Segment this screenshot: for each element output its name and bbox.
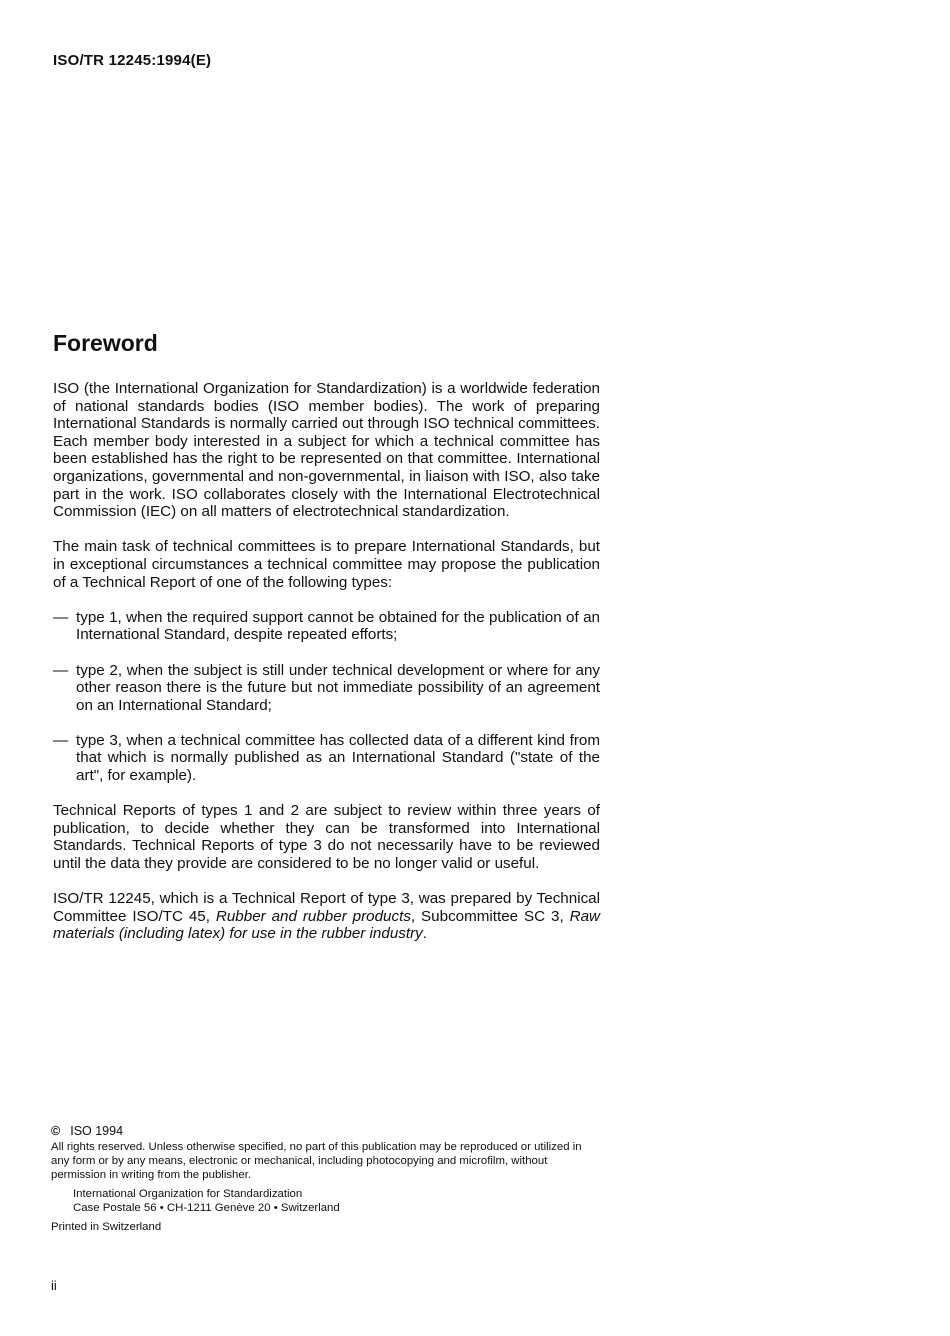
- printed-location: Printed in Switzerland: [51, 1221, 162, 1233]
- dash-bullet: —: [53, 661, 69, 679]
- foreword-body: [53, 380, 600, 961]
- dash-bullet: —: [53, 608, 69, 626]
- rights-statement: All rights reserved. Unless otherwise specified, no part of this publication may be reproduced or utilized in any form or by any means, electronic or mechanical, including photocopying and microfilm, without permission in writing from the publisher.: [51, 1141, 582, 1181]
- dash-bullet: —: [53, 731, 69, 749]
- list-item-type-1: [53, 609, 600, 644]
- paragraph-technical-reports-intro: The main task of technical committees is to prepare International Standards, but in exceptional circumstances a technical committee may propose the publication of a Technical Report of one of the following types:: [53, 538, 600, 591]
- list-item-text: type 1, when the required support cannot be obtained for the publication of an International Standard, despite repeated efforts;: [76, 608, 600, 644]
- postal-address: Case Postale 56 • CH-1211 Genève 20 • Switzerland: [73, 1202, 340, 1214]
- list-item-type-3: [53, 732, 600, 785]
- paragraph-review-policy: Technical Reports of types 1 and 2 are subject to review within three years of publication, to decide whether they can be transformed into International Standards. Technical Reports of type 3 do not necessarily have to be reviewed until the data they provide are considered to be no longer valid or useful.: [53, 802, 600, 873]
- subcommittee-title: Raw materials (including latex) for use in the rubber industry: [53, 907, 600, 943]
- preparation-text: ISO/TR 12245, which is a Technical Report of type 3, was prepared by Technical Committee ISO/TC 45,: [53, 890, 600, 925]
- paragraph-iso-intro: ISO (the International Organization for Standardization) is a worldwide federation of national standards bodies (ISO member bodies). The work of preparing International Standards is normally carried out through ISO technical committees. Each member body interested in a subject for which a technical committee has been established has the right to be represented on that committee. International organizations, governmental and non-governmental, in liaison with ISO, also take part in the work. ISO collaborates closely with the International Electrotechnical Commission (IEC) on all matters of electrotechnical standardization.: [53, 380, 600, 521]
- list-item-text: type 3, when a technical committee has collected data of a different kind from that which is normally published as an International Standard ("state of the art", for example).: [76, 731, 600, 785]
- page-number: ii: [51, 1278, 57, 1293]
- document-designation: ISO/TR 12245:1994(E): [53, 52, 212, 69]
- publisher-name: International Organization for Standardization: [73, 1188, 303, 1200]
- copyright-text: ISO 1994: [70, 1124, 124, 1138]
- preparation-text: , Subcommittee SC 3,: [410, 907, 570, 925]
- copyright-block: [51, 1124, 601, 1234]
- committee-title: Rubber and rubber products: [215, 907, 411, 925]
- copyright-symbol: ©: [51, 1124, 61, 1138]
- paragraph-preparation: [53, 890, 600, 943]
- copyright-notice: [51, 1124, 601, 1138]
- page-title: Foreword: [53, 330, 158, 356]
- list-item-type-2: [53, 662, 600, 715]
- list-item-text: type 2, when the subject is still under technical development or where for any other reason there is the future but not immediate possibility of an agreement on an International Standard;: [76, 661, 600, 714]
- publisher-address: [51, 1187, 601, 1215]
- preparation-text: .: [422, 925, 427, 943]
